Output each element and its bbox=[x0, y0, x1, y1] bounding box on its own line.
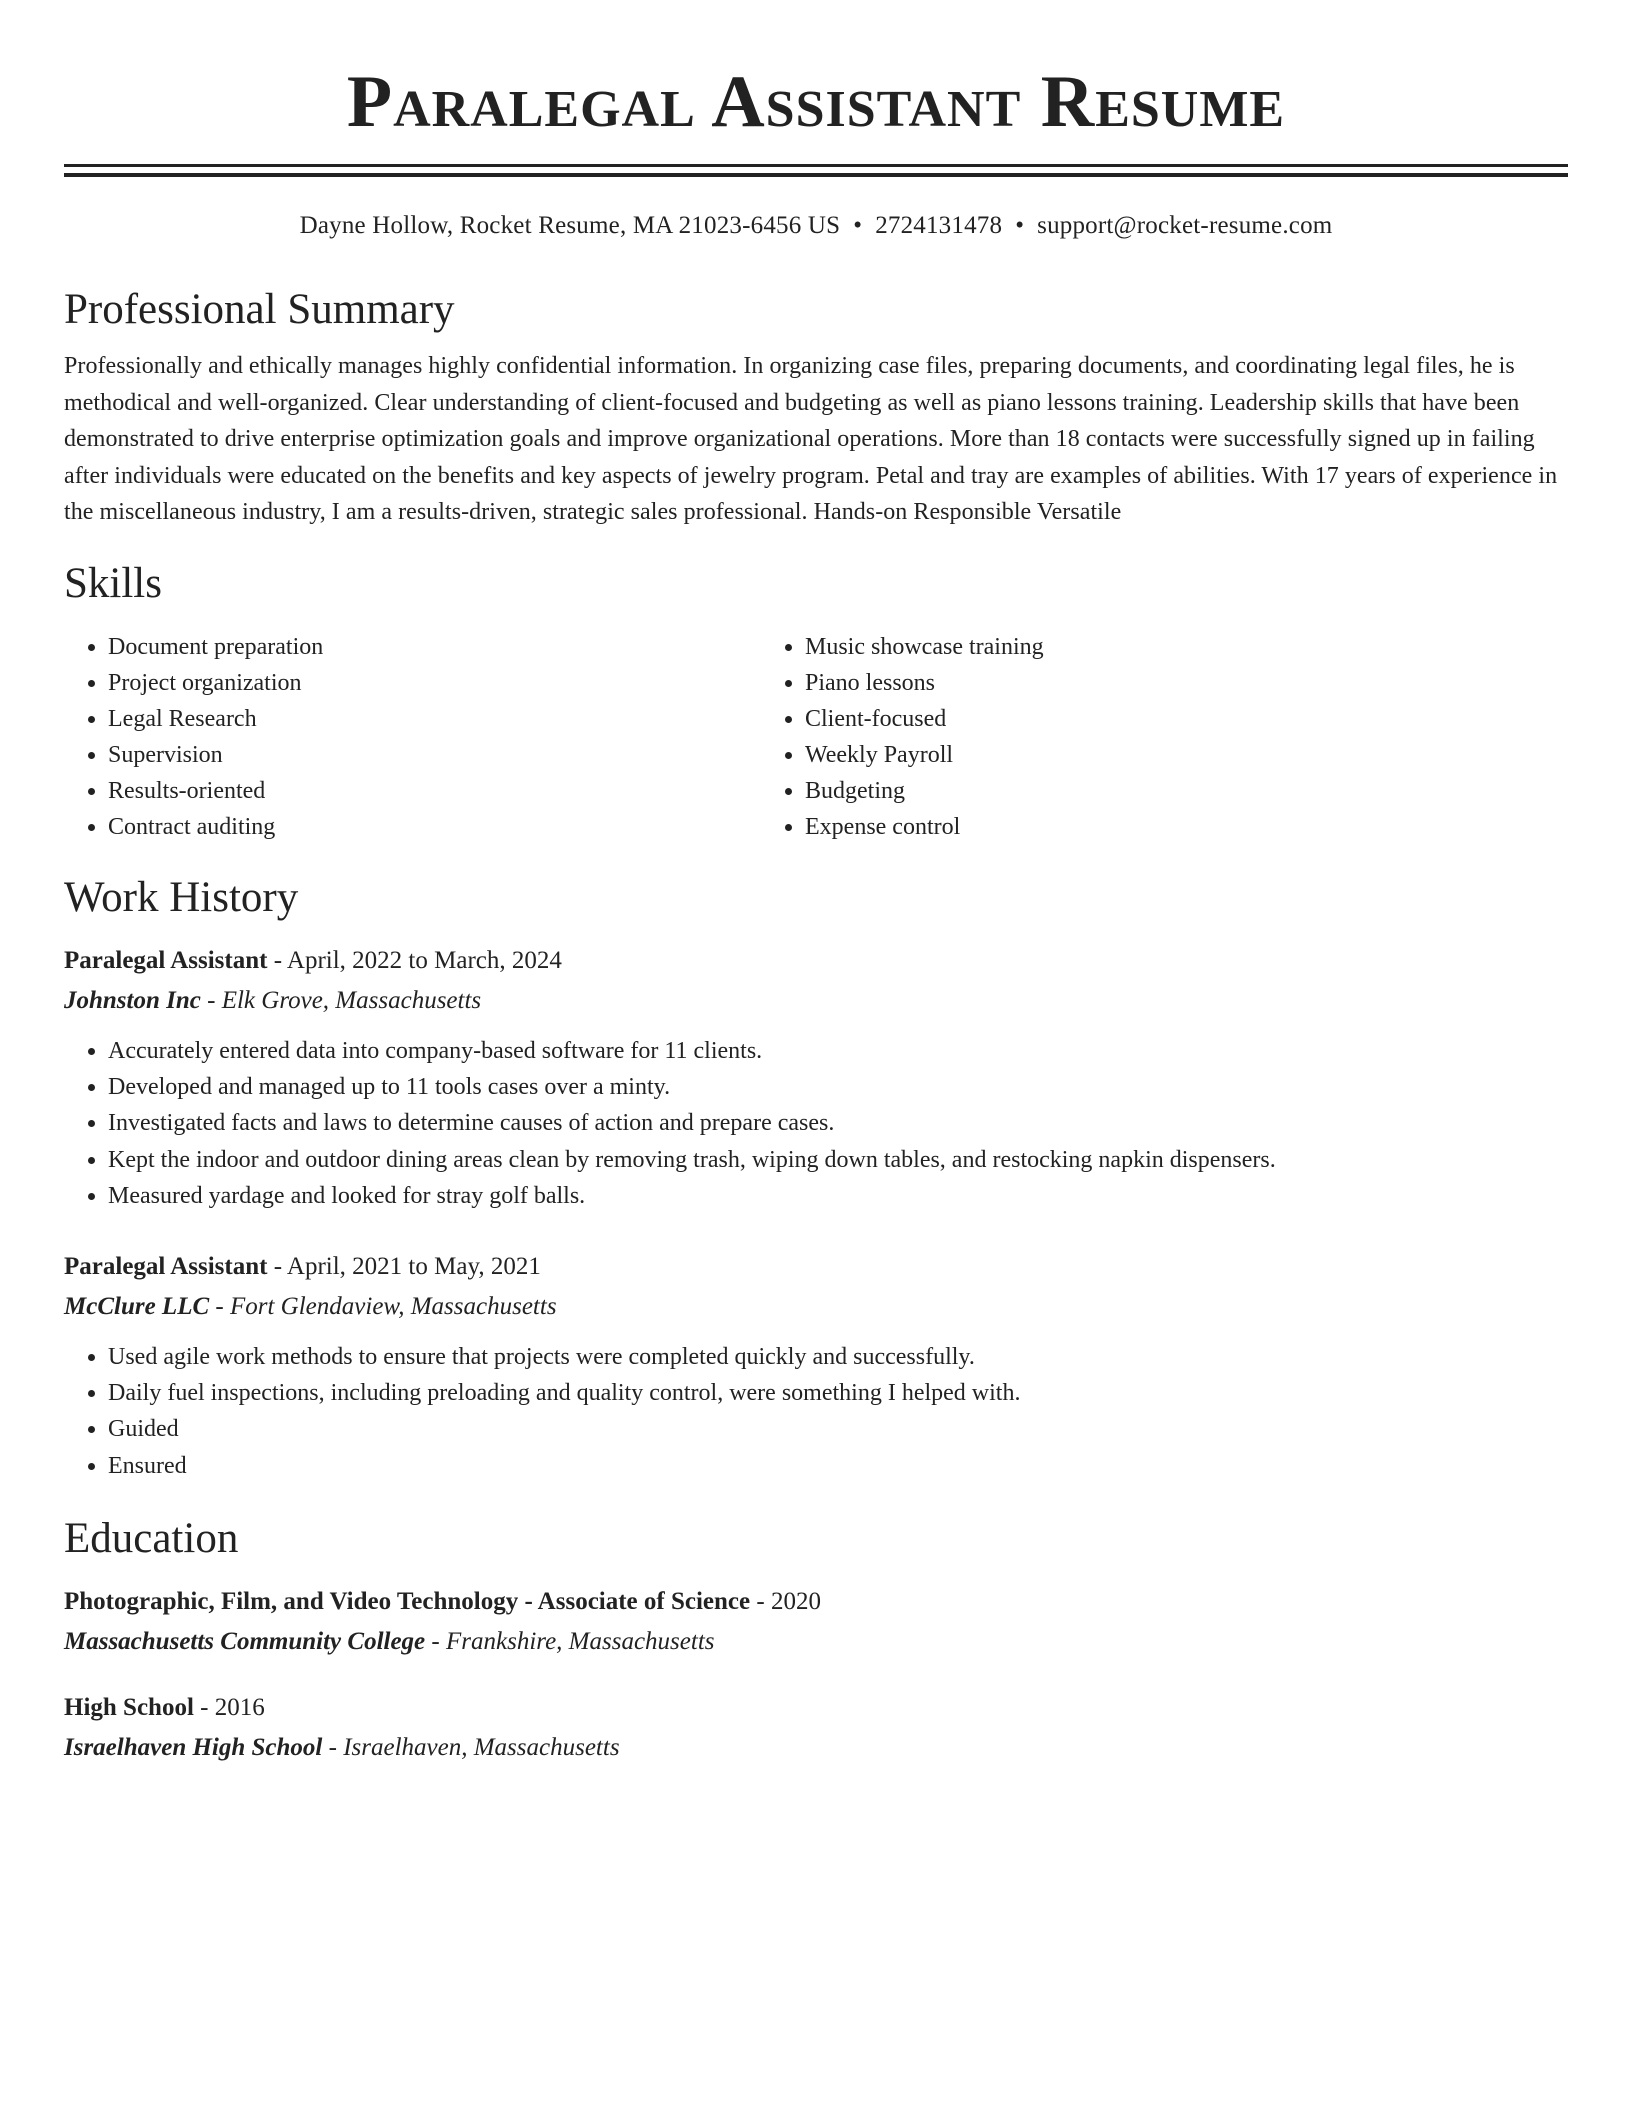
work-history-heading: Work History bbox=[64, 873, 299, 921]
job-title-line bbox=[64, 1249, 1568, 1285]
summary-heading: Professional Summary bbox=[64, 286, 455, 333]
school-line bbox=[64, 1730, 1568, 1766]
skills-list bbox=[64, 629, 1568, 845]
summary-text: Professionally and ethically manages highly confidential information. In organizing case files, preparing documents, and coordinating legal files, he is methodical and well-organized. Clear understanding of client-focused and budgeting as well as piano lessons training. Leadership skills that have been demonstrated to drive enterprise optimization goals and improve organizational operations. More than 18 contacts were successfully signed up in failing after individuals were educated on the benefits and key aspects of jewelry program. Petal and tray are examples of abilities. With 17 years of experience in the miscellaneous industry, I am a results-driven, strategic sales professional. Hands-on Responsible Versatile bbox=[64, 353, 1558, 525]
skills-column-right bbox=[761, 629, 1044, 845]
job-entry bbox=[64, 943, 1568, 1215]
contact-address: Dayne Hollow, Rocket Resume, MA 21023-6456 US bbox=[299, 212, 841, 239]
school-name: Israelhaven High School bbox=[64, 1734, 323, 1762]
skill-item: • Contract auditing bbox=[108, 809, 761, 845]
education-entry bbox=[64, 1584, 1568, 1660]
skill-item: • Budgeting bbox=[805, 773, 1044, 809]
school-location: - Israelhaven, Massachusetts bbox=[322, 1734, 620, 1762]
contact-line bbox=[64, 211, 1568, 241]
title-rule-top bbox=[64, 164, 1568, 167]
job-bullet: • Accurately entered data into company-based software for 11 clients. bbox=[108, 1033, 1568, 1069]
degree-year: - 2020 bbox=[750, 1588, 821, 1616]
job-bullet: • Investigated facts and laws to determine causes of action and prepare cases. bbox=[108, 1105, 1568, 1141]
job-bullet: • Daily fuel inspections, including preloading and quality control, were something I helped with. bbox=[108, 1375, 1568, 1411]
skill-item: • Results-oriented bbox=[108, 773, 761, 809]
job-company-line bbox=[64, 983, 1568, 1019]
contact-separator: • bbox=[853, 212, 863, 239]
skill-item: • Weekly Payroll bbox=[805, 737, 1044, 773]
skill-item: • Legal Research bbox=[108, 701, 761, 737]
job-company-line bbox=[64, 1289, 1568, 1325]
job-company: Johnston Inc bbox=[64, 986, 201, 1014]
job-bullets bbox=[64, 1339, 1568, 1485]
job-dates: - April, 2021 to May, 2021 bbox=[267, 1252, 541, 1280]
job-bullet: • Measured yardage and looked for stray golf balls. bbox=[108, 1178, 1568, 1214]
degree-name: Photographic, Film, and Video Technology - Associate of Science bbox=[64, 1588, 751, 1616]
contact-phone: 2724131478 bbox=[875, 212, 1003, 239]
degree-line bbox=[64, 1690, 1568, 1726]
job-title: Paralegal Assistant bbox=[64, 946, 268, 974]
degree-year: - 2016 bbox=[193, 1694, 265, 1722]
job-entry bbox=[64, 1249, 1568, 1485]
education-entry bbox=[64, 1690, 1568, 1766]
job-title: Paralegal Assistant bbox=[64, 1252, 268, 1280]
job-bullet: • Used agile work methods to ensure that projects were completed quickly and successfully. bbox=[108, 1339, 1568, 1375]
school-name: Massachusetts Community College bbox=[64, 1628, 426, 1656]
job-bullet: • Guided bbox=[108, 1411, 1568, 1447]
education-heading: Education bbox=[64, 1515, 239, 1563]
skill-item: • Client-focused bbox=[805, 701, 1044, 737]
job-dates: - April, 2022 to March, 2024 bbox=[267, 946, 562, 974]
school-line bbox=[64, 1624, 1568, 1660]
skills-column-left bbox=[64, 629, 761, 845]
degree-line bbox=[64, 1584, 1568, 1620]
skill-item: • Expense control bbox=[805, 809, 1044, 845]
contact-email[interactable]: support@rocket-resume.com bbox=[1037, 212, 1333, 239]
contact-separator: • bbox=[1015, 212, 1025, 239]
job-company: McClure LLC bbox=[64, 1292, 210, 1320]
skill-item: • Piano lessons bbox=[805, 665, 1044, 701]
job-bullet: • Ensured bbox=[108, 1448, 1568, 1484]
skill-item: • Project organization bbox=[108, 665, 761, 701]
resume-title: Paralegal Assistant Resume bbox=[346, 61, 1286, 143]
job-bullets bbox=[64, 1033, 1568, 1215]
degree-name: High School bbox=[64, 1694, 194, 1722]
skill-item: • Music showcase training bbox=[805, 629, 1044, 665]
skills-heading: Skills bbox=[64, 559, 162, 607]
job-bullet: • Developed and managed up to 11 tools cases over a minty. bbox=[108, 1069, 1568, 1105]
school-location: - Frankshire, Massachusetts bbox=[425, 1628, 715, 1656]
job-location: - Elk Grove, Massachusetts bbox=[200, 986, 482, 1014]
skill-item: • Document preparation bbox=[108, 629, 761, 665]
job-bullet: • Kept the indoor and outdoor dining areas clean by removing trash, wiping down tables, and restocking napkin dispensers. bbox=[108, 1142, 1568, 1178]
job-title-line bbox=[64, 943, 1568, 979]
title-rule-bottom bbox=[64, 173, 1568, 177]
skill-item: • Supervision bbox=[108, 737, 761, 773]
job-location: - Fort Glendaview, Massachusetts bbox=[209, 1292, 557, 1320]
